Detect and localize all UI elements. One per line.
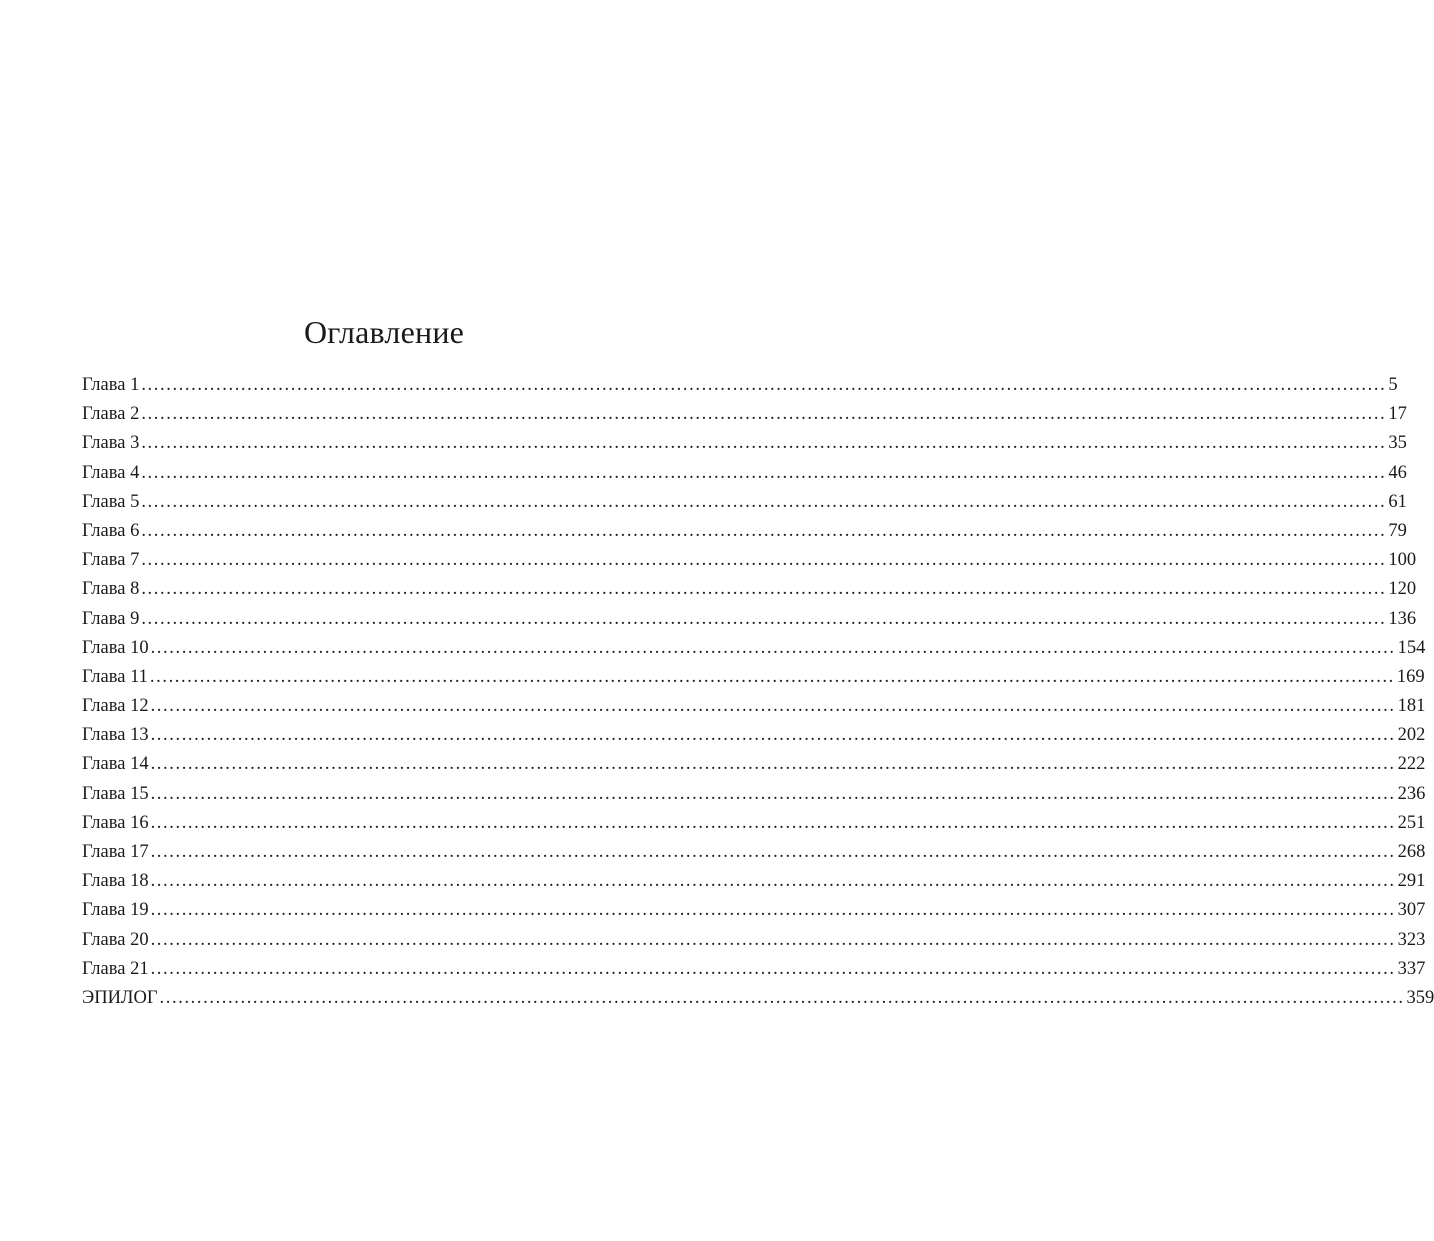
toc-entry <box>82 692 1426 721</box>
toc-entry-page: 61 <box>1388 491 1407 512</box>
dot-leader: ........................................................................................................................................................................................................ <box>141 608 1387 629</box>
toc-entry <box>82 955 1426 984</box>
toc-entry-page: 251 <box>1397 812 1426 833</box>
dot-leader: ........................................................................................................................................................................................................ <box>150 637 1396 658</box>
toc-entry <box>82 459 1407 488</box>
toc-entry-page: 181 <box>1397 696 1426 717</box>
toc-entry-page: 17 <box>1388 404 1407 425</box>
dot-leader: ........................................................................................................................................................................................................ <box>141 579 1387 600</box>
dot-leader: ........................................................................................................................................................................................................ <box>159 987 1405 1008</box>
dot-leader: ........................................................................................................................................................................................................ <box>141 520 1387 541</box>
toc-entry-page: 136 <box>1388 608 1417 629</box>
toc-entry <box>82 400 1407 429</box>
toc-entry <box>82 838 1426 867</box>
toc-entry-label: Глава 3 <box>82 433 140 454</box>
toc-entry-label: Глава 14 <box>82 754 149 775</box>
page-title: Оглавление <box>303 314 465 350</box>
toc-entry-label: Глава 8 <box>82 579 140 600</box>
dot-leader: ........................................................................................................................................................................................................ <box>141 550 1387 571</box>
dot-leader: ........................................................................................................................................................................................................ <box>150 900 1396 921</box>
dot-leader: ........................................................................................................................................................................................................ <box>150 754 1396 775</box>
dot-leader: ........................................................................................................................................................................................................ <box>150 812 1396 833</box>
toc-entry-page: 120 <box>1388 579 1417 600</box>
toc-entry <box>82 867 1426 896</box>
dot-leader: ........................................................................................................................................................................................................ <box>150 725 1396 746</box>
toc-entry-page: 307 <box>1397 900 1426 921</box>
toc-entry-label: Глава 2 <box>82 404 140 425</box>
toc-entry-page: 79 <box>1388 520 1407 541</box>
toc-entry <box>82 488 1407 517</box>
toc-entry-page: 202 <box>1397 725 1426 746</box>
dot-leader: ........................................................................................................................................................................................................ <box>141 433 1387 454</box>
toc-entry-label: Глава 5 <box>82 491 140 512</box>
toc-entry-page: 222 <box>1397 754 1426 775</box>
toc-entry-page: 268 <box>1397 842 1426 862</box>
toc-entry-label: Глава 15 <box>82 783 149 804</box>
toc-entry-label: Глава 16 <box>82 812 149 833</box>
toc-entry-label: Глава 11 <box>82 666 148 687</box>
dot-leader: ........................................................................................................................................................................................................ <box>141 491 1387 512</box>
toc-entry-label: Глава 6 <box>82 520 140 541</box>
toc-entry-label: ЭПИЛОГ <box>82 987 158 1008</box>
toc-entry <box>82 575 1417 604</box>
toc-entry-label: Глава 18 <box>82 871 149 892</box>
toc-entry-label: Глава 10 <box>82 637 149 658</box>
toc-entry-page: 359 <box>1406 987 1434 1008</box>
toc-entry <box>82 984 1434 1013</box>
toc-entry-label: Глава 20 <box>82 929 149 950</box>
dot-leader: ........................................................................................................................................................................................................ <box>150 958 1396 979</box>
toc-entry-page: 35 <box>1388 433 1407 454</box>
toc-entry-page: 100 <box>1388 550 1417 571</box>
dot-leader: ........................................................................................................................................................................................................ <box>150 696 1396 717</box>
toc-entry-label: Глава 19 <box>82 900 149 921</box>
toc-entry-page: 291 <box>1397 871 1426 892</box>
toc-entry-label: Глава 9 <box>82 608 140 629</box>
toc-entry <box>82 605 1417 634</box>
toc-entry-page: 337 <box>1397 958 1426 979</box>
dot-leader: ........................................................................................................................................................................................................ <box>150 871 1396 892</box>
toc-entry-label: Глава 1 <box>82 375 140 395</box>
toc-entry <box>82 926 1426 955</box>
table-of-contents <box>82 371 1434 1013</box>
toc-entry-page: 5 <box>1388 375 1398 395</box>
toc-entry <box>82 546 1417 575</box>
toc-entry-page: 169 <box>1396 666 1425 687</box>
dot-leader: ........................................................................................................................................................................................................ <box>150 842 1396 862</box>
toc-entry <box>82 896 1426 925</box>
toc-entry <box>82 663 1425 692</box>
toc-entry-page: 46 <box>1388 462 1407 483</box>
toc-entry-page: 154 <box>1397 637 1426 658</box>
toc-entry <box>82 634 1426 663</box>
toc-entry-label: Глава 21 <box>82 958 149 979</box>
toc-entry-page: 236 <box>1397 783 1426 804</box>
toc-entry-label: Глава 7 <box>82 550 140 571</box>
toc-entry-label: Глава 13 <box>82 725 149 746</box>
dot-leader: ........................................................................................................................................................................................................ <box>141 404 1387 425</box>
toc-entry <box>82 371 1398 400</box>
toc-entry <box>82 429 1407 458</box>
dot-leader: ........................................................................................................................................................................................................ <box>150 783 1396 804</box>
toc-entry <box>82 750 1426 779</box>
toc-entry <box>82 780 1426 809</box>
toc-entry-label: Глава 17 <box>82 842 149 862</box>
dot-leader: ........................................................................................................................................................................................................ <box>149 666 1395 687</box>
dot-leader: ........................................................................................................................................................................................................ <box>141 375 1387 395</box>
toc-entry-label: Глава 12 <box>82 696 149 717</box>
toc-entry-label: Глава 4 <box>82 462 140 483</box>
dot-leader: ........................................................................................................................................................................................................ <box>141 462 1387 483</box>
toc-entry <box>82 517 1407 546</box>
dot-leader: ........................................................................................................................................................................................................ <box>150 929 1396 950</box>
toc-entry <box>82 721 1426 750</box>
toc-entry-page: 323 <box>1397 929 1426 950</box>
toc-entry <box>82 809 1426 838</box>
